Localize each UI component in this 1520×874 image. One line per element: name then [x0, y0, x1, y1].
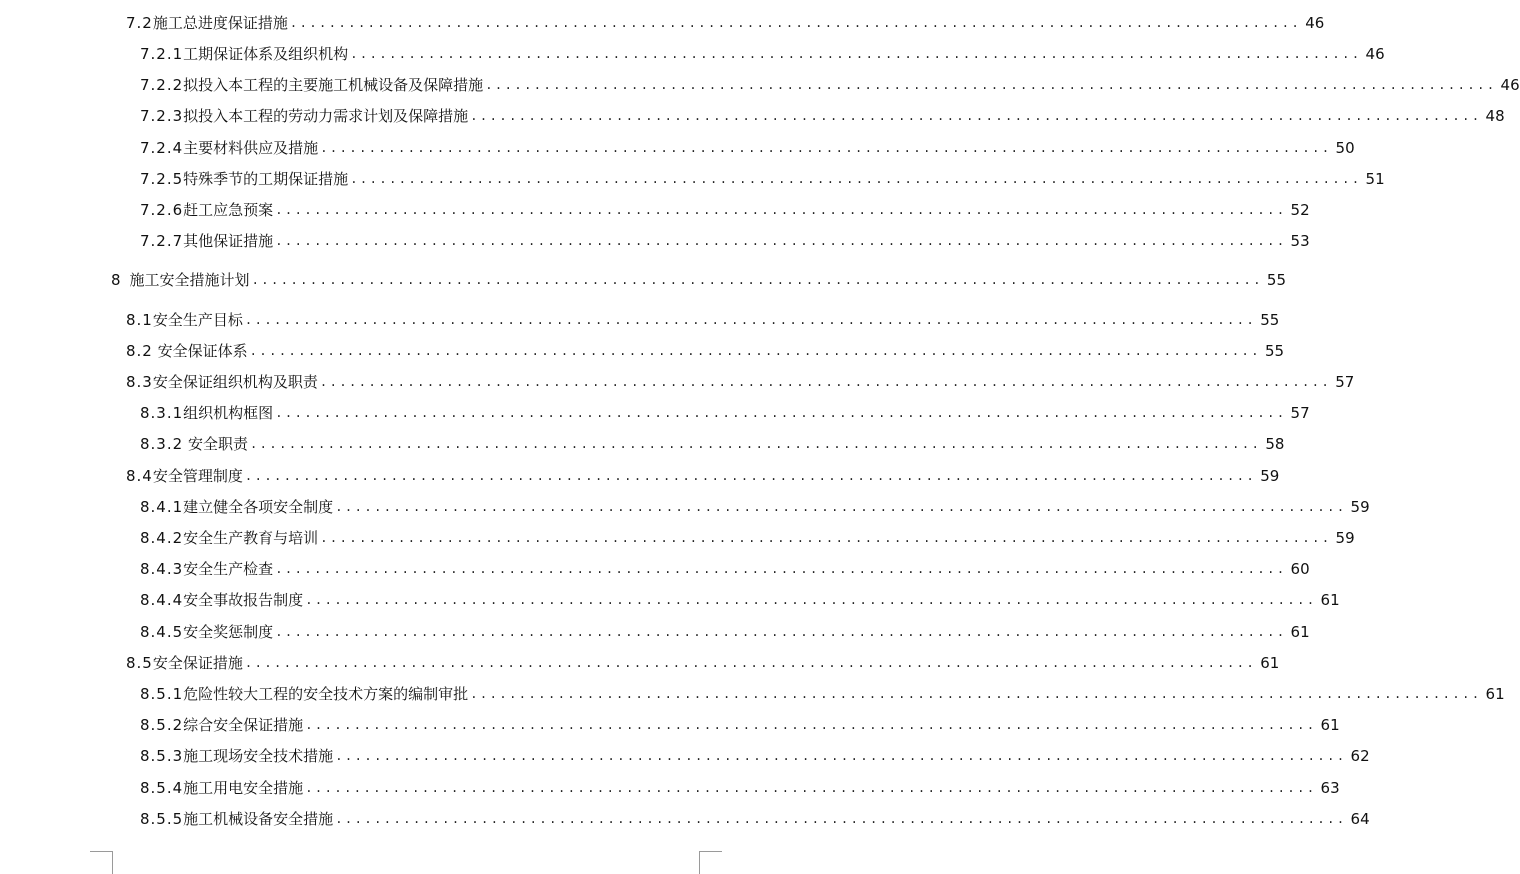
toc-entry-title: 赶工应急预案 — [183, 201, 274, 219]
toc-entry-8-5-3[interactable] — [140, 742, 1370, 766]
dot-leader: ........................................................................................................ — [275, 406, 1287, 420]
toc-entry-title: 安全保证体系 — [152, 342, 248, 360]
toc-entry-8-5-2[interactable] — [140, 711, 1340, 735]
toc-entry-number: 8.1 — [126, 311, 153, 329]
toc-entry-page-number: 52 — [1290, 201, 1310, 219]
toc-entry-page-number: 57 — [1290, 404, 1310, 422]
toc-entry-page-number: 55 — [1260, 311, 1280, 329]
toc-entry-page-number: 61 — [1485, 685, 1505, 703]
dot-leader: ........................................................................................................ — [335, 812, 1347, 826]
toc-entry-8-3-1[interactable] — [140, 399, 1310, 423]
dot-leader: ........................................................................................................ — [275, 234, 1287, 248]
toc-entry-page-number: 55 — [1265, 342, 1285, 360]
toc-entry-page-number: 51 — [1365, 170, 1385, 188]
toc-entry-7-2-1[interactable] — [140, 40, 1385, 64]
toc-entry-title: 安全职责 — [183, 435, 248, 453]
toc-entry-title: 其他保证措施 — [183, 232, 274, 250]
toc-entry-number: 8.5.3 — [140, 747, 184, 765]
toc-entry-title: 拟投入本工程的主要施工机械设备及保障措施 — [183, 76, 484, 94]
toc-entry-8[interactable] — [111, 266, 1287, 290]
toc-entry-number: 7.2.2 — [140, 76, 184, 94]
toc-entry-title: 主要材料供应及措施 — [183, 139, 319, 157]
toc-entry-number: 7.2.1 — [140, 45, 184, 63]
toc-entry-number: 8.4.2 — [140, 529, 184, 547]
toc-entry-page-number: 61 — [1320, 716, 1340, 734]
toc-entry-number: 8.4.1 — [140, 498, 184, 516]
toc-entry-number: 8.5 — [126, 654, 153, 672]
toc-entry-8-4-4[interactable] — [140, 586, 1340, 610]
toc-entry-8-4-3[interactable] — [140, 555, 1310, 579]
toc-entry-number: 8.4.5 — [140, 623, 184, 641]
toc-entry-page-number: 62 — [1350, 747, 1370, 765]
toc-entry-number: 8.4.4 — [140, 591, 184, 609]
toc-entry-8-4-2[interactable] — [140, 524, 1355, 548]
toc-entry-title: 工期保证体系及组织机构 — [183, 45, 349, 63]
toc-entry-page-number: 59 — [1335, 529, 1355, 547]
toc-entry-8-4-5[interactable] — [140, 618, 1310, 642]
toc-entry-8-5[interactable] — [126, 649, 1280, 673]
dot-leader: ........................................................................................................ — [485, 78, 1497, 92]
dot-leader: ........................................................................................................ — [319, 375, 1332, 389]
toc-entry-title: 安全生产教育与培训 — [183, 529, 319, 547]
toc-entry-page-number: 61 — [1260, 654, 1280, 672]
toc-entry-page-number: 48 — [1485, 107, 1505, 125]
toc-entry-number: 8.5.4 — [140, 779, 184, 797]
dot-leader: ........................................................................................................ — [275, 562, 1287, 576]
dot-leader: ........................................................................................................ — [275, 625, 1287, 639]
toc-entry-7-2-3[interactable] — [140, 102, 1505, 126]
dot-leader: ........................................................................................................ — [249, 437, 1262, 451]
toc-entry-number: 8 — [111, 271, 122, 289]
dot-leader: ........................................................................................................ — [305, 593, 1317, 607]
toc-entry-title: 安全奖惩制度 — [183, 623, 274, 641]
page-corner-mark-left — [90, 851, 113, 874]
dot-leader: ........................................................................................................ — [244, 469, 1257, 483]
toc-entry-title: 安全保证组织机构及职责 — [152, 373, 318, 391]
dot-leader: ........................................................................................................ — [470, 109, 1482, 123]
toc-entry-8-4-1[interactable] — [140, 493, 1370, 517]
toc-entry-8-2[interactable] — [126, 337, 1285, 361]
toc-entry-number: 8.5.2 — [140, 716, 184, 734]
toc-entry-page-number: 61 — [1290, 623, 1310, 641]
toc-entry-number: 8.3.1 — [140, 404, 184, 422]
toc-entry-number: 8.4.3 — [140, 560, 184, 578]
toc-entry-title: 综合安全保证措施 — [183, 716, 304, 734]
page-corner-mark-right — [699, 851, 722, 874]
toc-entry-title: 施工用电安全措施 — [183, 779, 304, 797]
toc-entry-page-number: 63 — [1320, 779, 1340, 797]
toc-entry-7-2[interactable] — [126, 9, 1325, 33]
toc-entry-8-3-2[interactable] — [140, 430, 1285, 454]
toc-entry-title: 安全保证措施 — [152, 654, 243, 672]
toc-entry-page-number: 55 — [1266, 271, 1287, 289]
toc-entry-page-number: 50 — [1335, 139, 1355, 157]
toc-entry-title: 安全生产检查 — [183, 560, 274, 578]
toc-entry-title: 建立健全各项安全制度 — [183, 498, 334, 516]
toc-entry-page-number: 46 — [1365, 45, 1385, 63]
dot-leader: ........................................................................................................ — [244, 656, 1257, 670]
toc-entry-number: 8.5.1 — [140, 685, 184, 703]
toc-entry-number: 8.5.5 — [140, 810, 184, 828]
toc-entry-8-5-4[interactable] — [140, 774, 1340, 798]
toc-entry-number: 7.2.4 — [140, 139, 184, 157]
toc-entry-7-2-5[interactable] — [140, 165, 1385, 189]
toc-entry-page-number: 58 — [1265, 435, 1285, 453]
toc-entry-page-number: 46 — [1305, 14, 1325, 32]
dot-leader: ........................................................................................................ — [305, 718, 1317, 732]
toc-entry-page-number: 64 — [1350, 810, 1370, 828]
toc-entry-7-2-6[interactable] — [140, 196, 1310, 220]
dot-leader: ........................................................................................................ — [350, 172, 1362, 186]
dot-leader: ........................................................................................................ — [335, 749, 1347, 763]
toc-entry-number: 7.2.7 — [140, 232, 184, 250]
toc-entry-title: 特殊季节的工期保证措施 — [183, 170, 349, 188]
toc-entry-number: 7.2.6 — [140, 201, 184, 219]
toc-entry-page-number: 59 — [1350, 498, 1370, 516]
dot-leader: ........................................................................................................ — [289, 16, 1302, 30]
dot-leader: ........................................................................................................ — [275, 203, 1287, 217]
toc-entry-title: 施工机械设备安全措施 — [183, 810, 334, 828]
toc-entry-number: 8.3 — [126, 373, 153, 391]
toc-entry-title: 组织机构框图 — [183, 404, 274, 422]
dot-leader: ........................................................................................................ — [249, 344, 1261, 358]
toc-entry-number: 7.2.5 — [140, 170, 184, 188]
toc-entry-page-number: 53 — [1290, 232, 1310, 250]
toc-entry-title: 拟投入本工程的劳动力需求计划及保障措施 — [183, 107, 469, 125]
dot-leader: ........................................................................................................ — [251, 273, 1263, 287]
toc-entry-title: 安全生产目标 — [152, 311, 243, 329]
toc-entry-title: 施工总进度保证措施 — [152, 14, 288, 32]
toc-entry-number: 8.2 — [126, 342, 153, 360]
toc-entry-title: 安全事故报告制度 — [183, 591, 304, 609]
toc-entry-8-4[interactable] — [126, 462, 1280, 486]
toc-entry-title: 施工安全措施计划 — [129, 271, 250, 289]
dot-leader: ........................................................................................................ — [335, 500, 1347, 514]
toc-entry-number: 8.4 — [126, 467, 153, 485]
dot-leader: ........................................................................................................ — [320, 531, 1332, 545]
toc-entry-8-1[interactable] — [126, 306, 1280, 330]
toc-entry-page-number: 60 — [1290, 560, 1310, 578]
toc-entry-number: 8.3.2 — [140, 435, 184, 453]
toc-entry-page-number: 61 — [1320, 591, 1340, 609]
dot-leader: ........................................................................................................ — [470, 687, 1482, 701]
dot-leader: ........................................................................................................ — [350, 47, 1362, 61]
dot-leader: ........................................................................................................ — [305, 781, 1317, 795]
toc-entry-title: 安全管理制度 — [152, 467, 243, 485]
toc-entry-8-5-5[interactable] — [140, 805, 1370, 829]
toc-entry-page-number: 46 — [1500, 76, 1520, 94]
toc-entry-number: 7.2.3 — [140, 107, 184, 125]
toc-entry-7-2-4[interactable] — [140, 134, 1355, 158]
toc-entry-title: 危险性较大工程的安全技术方案的编制审批 — [183, 685, 469, 703]
toc-entry-8-5-1[interactable] — [140, 680, 1505, 704]
toc-entry-page-number: 59 — [1260, 467, 1280, 485]
toc-entry-number: 7.2 — [126, 14, 153, 32]
toc-entry-7-2-2[interactable] — [140, 71, 1520, 95]
toc-entry-page-number: 57 — [1335, 373, 1355, 391]
dot-leader: ........................................................................................................ — [320, 141, 1332, 155]
toc-entry-7-2-7[interactable] — [140, 227, 1310, 251]
toc-entry-8-3[interactable] — [126, 368, 1355, 392]
toc-entry-title: 施工现场安全技术措施 — [183, 747, 334, 765]
dot-leader: ........................................................................................................ — [244, 313, 1257, 327]
